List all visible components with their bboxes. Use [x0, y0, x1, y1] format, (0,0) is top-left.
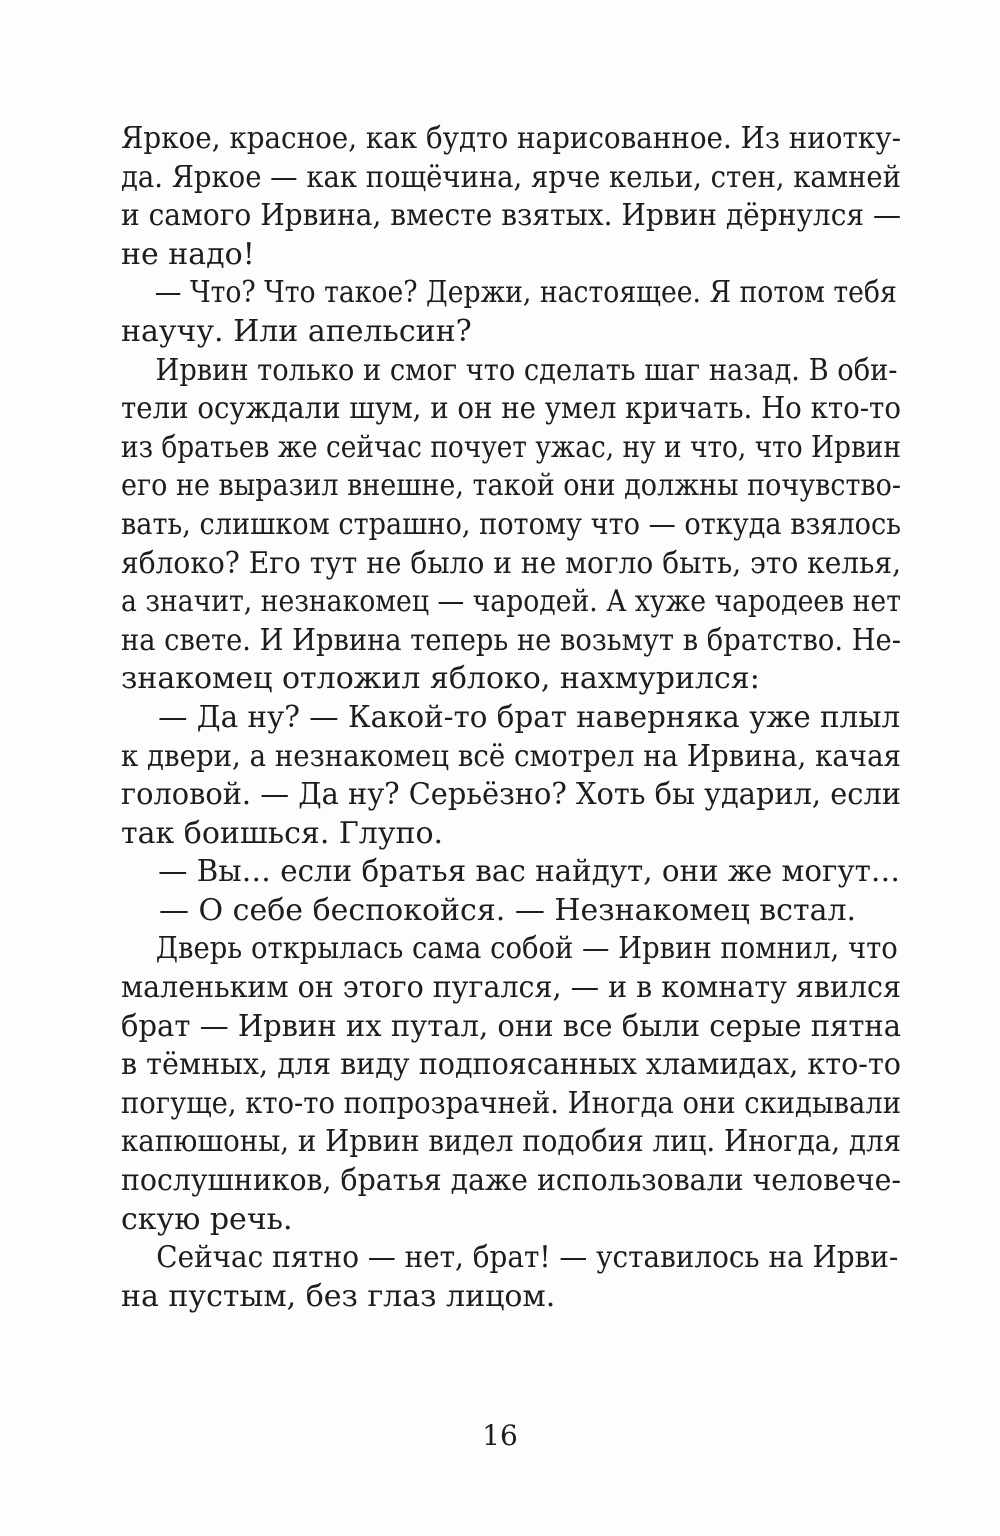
text-line: к двери, а незнакомец всё смотрел на Ирвина, качая	[121, 738, 901, 774]
text-line: — Вы… если братья вас найдут, они же могут…	[158, 854, 901, 890]
text-line: а значит, незнакомец — чародей. А хуже чародеев нет	[121, 584, 901, 620]
text-line: головой. — Да ну? Серьёзно? Хоть бы ударил, если	[121, 777, 901, 813]
text-line: маленьким он этого пугался, — и в комнату явился	[121, 970, 901, 1006]
text-line: Ирвин только и смог что сделать шаг назад. В оби-	[155, 352, 898, 388]
text-line: и самого Ирвина, вместе взятых. Ирвин дёрнулся —	[121, 198, 902, 234]
text-line: вать, слишком страшно, потому что — откуда взялось	[121, 506, 902, 542]
text-line: — О себе беспокойся. — Незнакомец встал.	[159, 892, 857, 928]
text-line: тели осуждали шум, и он не умел кричать. Но кто-то	[121, 391, 901, 427]
text-line: брат — Ирвин их путал, они все были серые пятна	[121, 1008, 902, 1044]
text-line: яблоко? Его тут не было и не могло быть, это келья,	[121, 545, 902, 581]
text-line: послушников, братья даже использовали человече-	[121, 1163, 901, 1199]
text-line: из братьев же сейчас почует ужас, ну и что, что Ирвин	[121, 429, 901, 465]
text-line: Яркое, красное, как будто нарисованное. Из ниотку-	[121, 121, 901, 156]
text-line: знакомец отложил яблоко, нахмурился:	[121, 661, 760, 697]
text-line: Сейчас пятно — нет, брат! — уставилось на Ирви-	[156, 1240, 899, 1276]
text-line: капюшоны, и Ирвин видел подобия лиц. Иногда, для	[121, 1124, 902, 1160]
text-line: так боишься. Глупо.	[121, 815, 444, 851]
text-line: на пустым, без глаз лицом.	[121, 1278, 556, 1314]
body-text	[121, 120, 901, 1316]
text-line: — Да ну? — Какой-то брат наверняка уже плыл	[158, 699, 901, 735]
text-line: в тёмных, для виду подпоясанных хламидах, кто-то	[121, 1047, 901, 1083]
text-line: не надо!	[121, 236, 255, 272]
text-line: — Что? Что такое? Держи, настоящее. Я потом тебя	[154, 275, 897, 311]
text-line: научу. Или апельсин?	[121, 313, 472, 349]
text-line: на свете. И Ирвина теперь не возьмут в братство. Не-	[121, 622, 901, 658]
page-number: 16	[482, 1419, 518, 1452]
text-line: скую речь.	[121, 1201, 293, 1237]
text-line: Дверь открылась сама собой — Ирвин помнил, что	[155, 931, 898, 967]
text-line: его не выразил внешне, такой они должны почувство-	[121, 468, 901, 504]
text-line: погуще, кто-то попрозрачней. Иногда они скидывали	[121, 1085, 902, 1121]
text-line: да. Яркое — как пощёчина, ярче кельи, стен, камней	[121, 159, 901, 195]
